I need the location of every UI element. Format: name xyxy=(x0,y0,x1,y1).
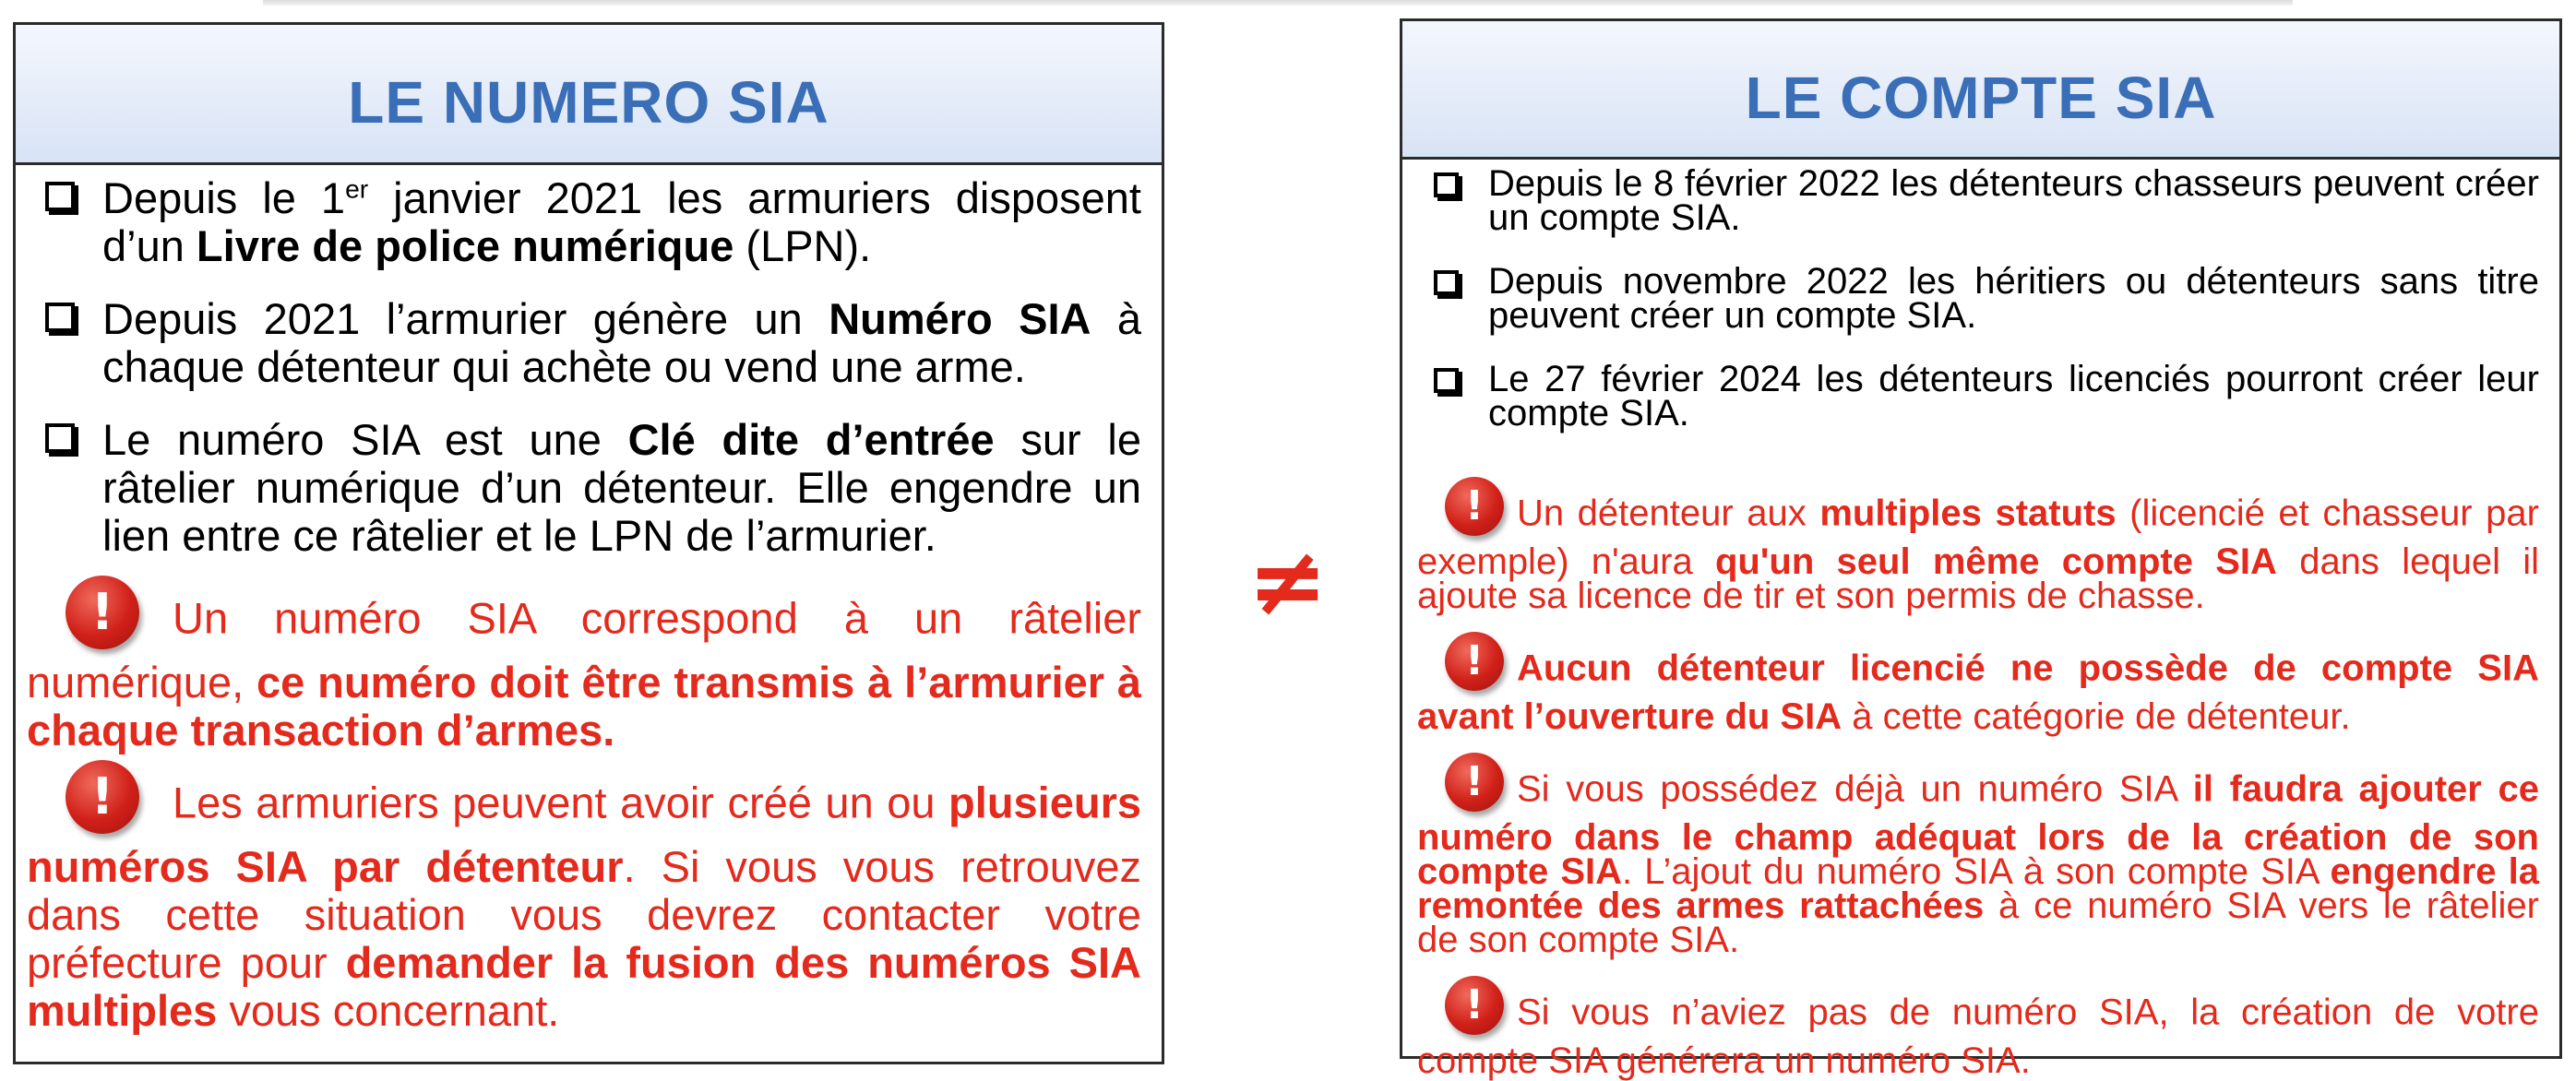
compte-sia-body xyxy=(1402,160,2559,1081)
checkbox-icon xyxy=(45,303,75,332)
top-divider-line xyxy=(263,0,2293,6)
exclamation-warning-icon xyxy=(1445,632,1504,691)
list-item xyxy=(30,174,1141,270)
warning-note: !Aucun détenteur licencié ne possède de compte SIA avant l’ouverture du SIA à cette catégorie de détenteur. xyxy=(1417,641,2539,734)
list-item-text: Le 27 février 2024 les détenteurs licenciés pourront créer leur compte SIA. xyxy=(1488,359,2539,434)
list-item xyxy=(30,416,1141,560)
list-item xyxy=(1417,163,2539,238)
list-item xyxy=(30,295,1141,391)
checkbox-icon xyxy=(45,423,75,453)
warning-note: !Si vous n’aviez pas de numéro SIA, la création de votre compte SIA générera un numéro SIA. xyxy=(1417,985,2539,1078)
not-equal-sign: ≠ xyxy=(1247,525,1329,637)
list-item-text: Depuis le 8 février 2022 les détenteurs chasseurs peuvent créer un compte SIA. xyxy=(1488,163,2539,238)
warning-note: !Si vous possédez déjà un numéro SIA il faudra ajouter ce numéro dans le champ adéquat lors de la création de son compte SIA. L’ajout du numéro SIA à son compte SIA engendre la remontée des armes rattachées à ce numéro SIA vers le râtelier de son compte SIA. xyxy=(1417,762,2539,957)
list-item xyxy=(1417,359,2539,434)
checkbox-icon xyxy=(1434,172,1459,197)
exclamation-warning-icon xyxy=(1445,477,1504,536)
compte-sia-panel xyxy=(1400,18,2562,1081)
numero-sia-body xyxy=(16,165,1162,1035)
numero-sia-panel xyxy=(13,22,1164,1064)
warning-note: !Un détenteur aux multiples statuts (licencié et chasseur par exemple) n'aura qu'un seul même compte SIA dans lequel il ajoute sa licence de tir et son permis de chasse. xyxy=(1417,486,2539,613)
list-item-text: Depuis 2021 l’armurier génère un Numéro SIA à chaque détenteur qui achète ou vend une arme. xyxy=(102,294,1142,391)
list-item-text: Depuis novembre 2022 les héritiers ou détenteurs sans titre peuvent créer un compte SIA. xyxy=(1488,261,2539,336)
exclamation-warning-icon xyxy=(1445,753,1504,812)
checkbox-icon xyxy=(45,182,75,211)
exclamation-warning-icon xyxy=(66,760,139,834)
list-item xyxy=(1417,261,2539,336)
warning-note: !Un numéro SIA correspond à un râtelier numérique, ce numéro doit être transmis à l’armurier à chaque transaction d’armes. xyxy=(27,585,1141,754)
checkbox-icon xyxy=(1434,270,1459,295)
exclamation-warning-icon xyxy=(1445,976,1504,1035)
list-item-text: Le numéro SIA est une Clé dite d’entrée sur le râtelier numérique d’un détenteur. Elle engendre un lien entre ce râtelier et le LPN de l’armurier. xyxy=(102,415,1141,560)
panel-title-numero-sia: LE NUMERO SIA xyxy=(16,25,1162,165)
list-item-text: Depuis le 1er janvier 2021 les armuriers disposent d’un Livre de police numérique (LPN). xyxy=(102,173,1141,270)
checkbox-icon xyxy=(1434,368,1459,393)
warning-note: !Les armuriers peuvent avoir créé un ou plusieurs numéros SIA par détenteur. Si vous vous retrouvez dans cette situation vous devrez contacter votre préfecture pour demander la fusion des numéros SIA multiples vous concernant. xyxy=(27,769,1141,1035)
exclamation-warning-icon xyxy=(66,576,139,649)
panel-title-compte-sia: LE COMPTE SIA xyxy=(1402,21,2559,160)
